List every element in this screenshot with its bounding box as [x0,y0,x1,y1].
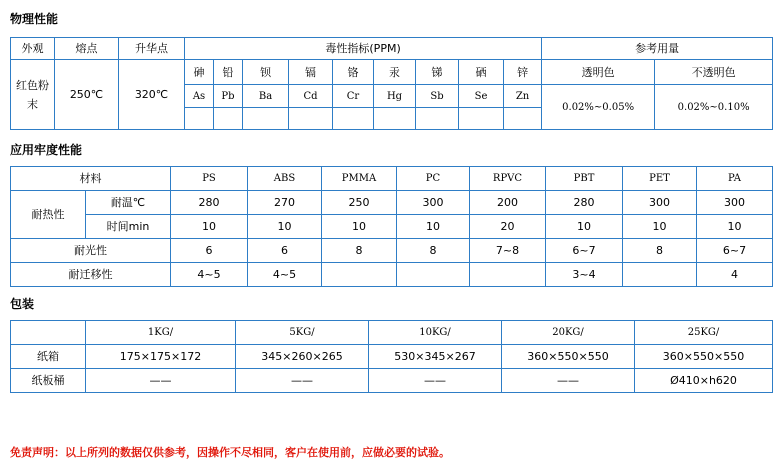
migration-value: 4~5 [248,263,322,287]
time-value: 10 [623,215,697,239]
time-value: 10 [546,215,623,239]
disclaimer-text: 免责声明：以上所列的数据仅供参考，因操作不尽相同，客户在使用前，应做必要的试验。 [10,446,450,459]
melting-point-value: 250℃ [55,60,119,130]
migration-value [470,263,546,287]
fiber-drum-dimensions: —— [86,369,236,393]
toxicity-value [416,108,459,130]
time-value: 20 [470,215,546,239]
fiber-drum-dimensions: —— [236,369,369,393]
temperature-value: 280 [171,191,248,215]
material-name: RPVC [470,167,546,191]
transparent-header: 透明色 [542,60,655,85]
sublimation-point-header: 升华点 [119,38,185,60]
light-fastness-value: 7~8 [470,239,546,263]
package-weight: 10KG/ [369,321,502,345]
temperature-label: 耐温℃ [86,191,171,215]
element-name: 锑 [416,60,459,85]
element-symbol: Cr [333,85,374,108]
packaging-table [10,320,773,393]
element-symbol: Pb [214,85,243,108]
light-fastness-value: 6~7 [546,239,623,263]
element-symbol: Ba [243,85,289,108]
temperature-value: 250 [322,191,397,215]
element-symbol: Cd [289,85,333,108]
light-fastness-value: 8 [322,239,397,263]
temperature-value: 270 [248,191,322,215]
element-symbol: Hg [374,85,416,108]
time-label: 时间min [86,215,171,239]
element-symbol: Sb [416,85,459,108]
element-symbol: Zn [504,85,542,108]
element-symbol: As [185,85,214,108]
package-weight: 5KG/ [236,321,369,345]
light-fastness-value: 6~7 [697,239,773,263]
time-value: 10 [248,215,322,239]
fiber-drum-dimensions: Ø410×h620 [635,369,773,393]
fiber-drum-dimensions: —— [369,369,502,393]
migration-value [322,263,397,287]
carton-dimensions: 360×550×550 [635,345,773,369]
migration-value [397,263,470,287]
toxicity-value [214,108,243,130]
application-properties-table [10,166,773,287]
time-value: 10 [397,215,470,239]
material-name: PBT [546,167,623,191]
package-weight: 1KG/ [86,321,236,345]
carton-dimensions: 530×345×267 [369,345,502,369]
temperature-value: 200 [470,191,546,215]
physical-properties-table [10,37,773,130]
element-name: 汞 [374,60,416,85]
toxicity-header: 毒性指标(PPM) [185,38,542,60]
material-name: PET [623,167,697,191]
carton-dimensions: 175×175×172 [86,345,236,369]
toxicity-value [289,108,333,130]
migration-value: 4 [697,263,773,287]
melting-point-header: 熔点 [55,38,119,60]
opaque-header: 不透明色 [655,60,773,85]
toxicity-value [504,108,542,130]
element-name: 钡 [243,60,289,85]
time-value: 10 [697,215,773,239]
carton-dimensions: 360×550×550 [502,345,635,369]
packaging-corner [11,321,86,345]
fiber-drum-dimensions: —— [502,369,635,393]
element-name: 铬 [333,60,374,85]
element-name: 铅 [214,60,243,85]
element-name: 锌 [504,60,542,85]
temperature-value: 300 [397,191,470,215]
material-name: PS [171,167,248,191]
package-weight: 25KG/ [635,321,773,345]
element-name: 镉 [289,60,333,85]
fiber-drum-label: 纸板桶 [11,369,86,393]
toxicity-value [185,108,214,130]
element-name: 砷 [185,60,214,85]
opaque-dosage: 0.02%~0.10% [655,85,773,130]
carton-label: 纸箱 [11,345,86,369]
light-fastness-value: 8 [623,239,697,263]
temperature-value: 300 [697,191,773,215]
toxicity-value [333,108,374,130]
toxicity-value [374,108,416,130]
temperature-value: 300 [623,191,697,215]
package-weight: 20KG/ [502,321,635,345]
time-value: 10 [322,215,397,239]
material-name: PC [397,167,470,191]
appearance-value: 红色粉末 [11,60,55,130]
dosage-header: 参考用量 [542,38,773,60]
physical-properties-heading: 物理性能 [10,12,59,26]
material-name: ABS [248,167,322,191]
sublimation-point-value: 320℃ [119,60,185,130]
toxicity-value [459,108,504,130]
time-value: 10 [171,215,248,239]
light-fastness-value: 6 [248,239,322,263]
light-fastness-value: 6 [171,239,248,263]
element-symbol: Se [459,85,504,108]
appearance-header: 外观 [11,38,55,60]
temperature-value: 280 [546,191,623,215]
migration-value: 4~5 [171,263,248,287]
packaging-heading: 包装 [10,297,35,311]
migration-value [623,263,697,287]
migration-resistance-label: 耐迁移性 [11,263,171,287]
material-header: 材料 [11,167,171,191]
transparent-dosage: 0.02%~0.05% [542,85,655,130]
heat-resistance-label: 耐热性 [11,191,86,239]
material-name: PMMA [322,167,397,191]
material-name: PA [697,167,773,191]
light-fastness-value: 8 [397,239,470,263]
application-properties-heading: 应用牢度性能 [10,143,83,157]
light-fastness-label: 耐光性 [11,239,171,263]
carton-dimensions: 345×260×265 [236,345,369,369]
migration-value: 3~4 [546,263,623,287]
element-name: 硒 [459,60,504,85]
toxicity-value [243,108,289,130]
